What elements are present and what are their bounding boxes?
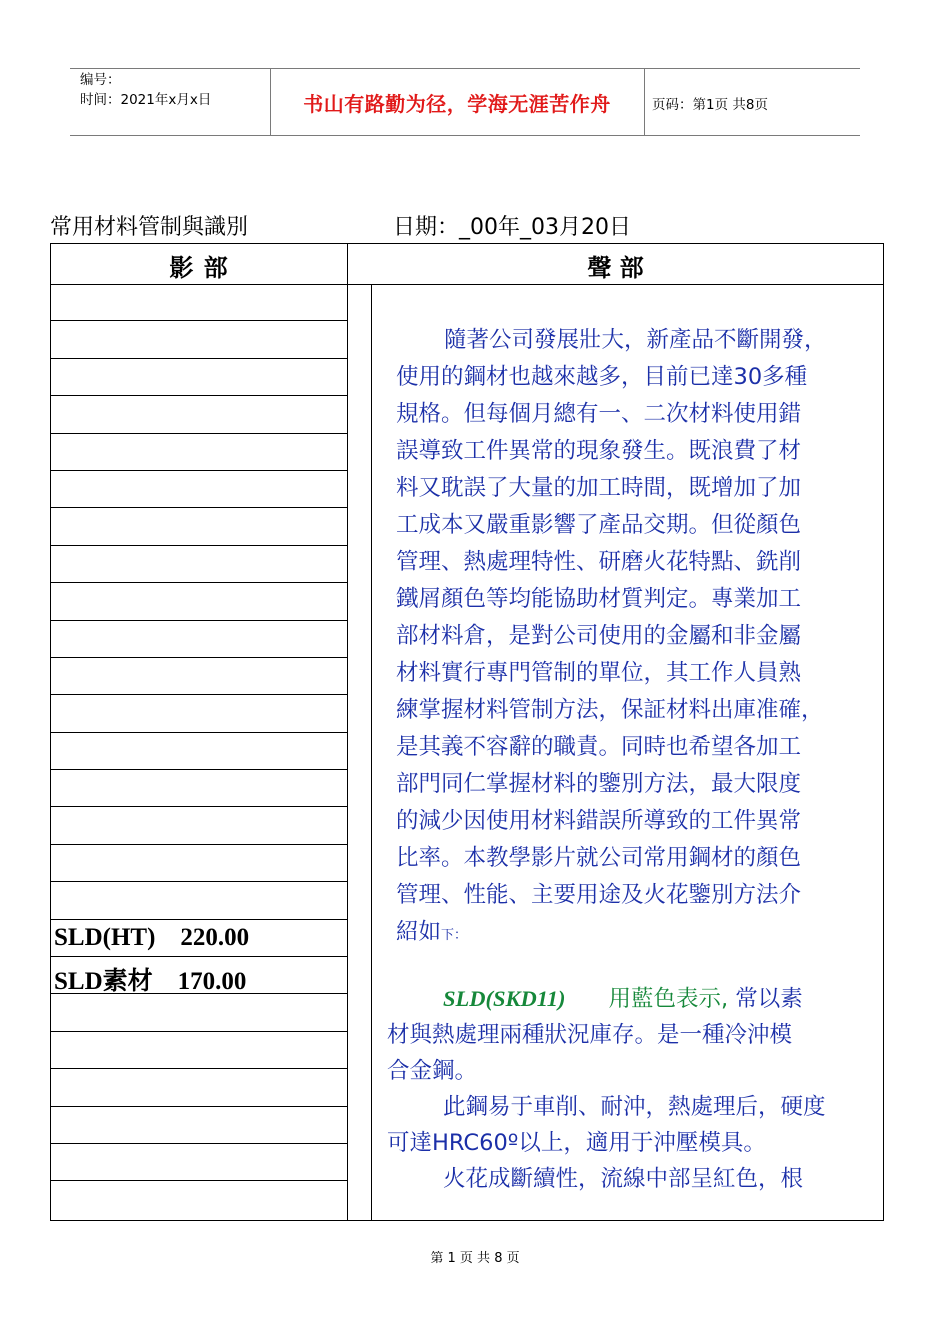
header-video-column: 影 部 xyxy=(169,253,229,282)
sld-line: 合金鋼。 xyxy=(387,1058,478,1084)
sld-line: 火花成斷續性，流線中部呈紅色，根 xyxy=(443,1166,804,1192)
intro-line: 練掌握材料管制方法，保証材料出庫准確， xyxy=(396,697,824,723)
table-row xyxy=(51,621,347,658)
intro-line xyxy=(396,914,861,954)
row-text: SLD(HT) 220.00 xyxy=(54,923,250,951)
intro-line: 隨著公司發展壯大，新產品不斷開發， xyxy=(444,327,827,353)
table-row xyxy=(51,920,347,957)
intro-line: 規格。但每個月總有一、二次材料使用錯 xyxy=(396,401,802,427)
header-meta xyxy=(80,70,211,110)
sld-line-text: 常以素 xyxy=(735,986,803,1012)
document-title: 常用材料管制與識別 xyxy=(50,215,249,240)
intro-line: 材料實行專門管制的單位，其工作人員熟 xyxy=(396,660,802,686)
table-row xyxy=(51,434,347,471)
table-row xyxy=(51,396,347,433)
row-text: SLD素材 170.00 xyxy=(54,968,247,996)
table-row xyxy=(51,845,347,882)
sld-line: 可達HRC60º以上，適用于沖壓模具。 xyxy=(387,1130,766,1156)
intro-line: 的減少因使用材料錯誤所導致的工件異常 xyxy=(396,808,802,834)
table-row xyxy=(51,994,347,1031)
table-row xyxy=(51,1144,347,1181)
table-row xyxy=(51,882,347,919)
table-row xyxy=(51,658,347,695)
sld-material-name: SLD(SKD11) xyxy=(443,986,566,1011)
header-time-label: 时间：2021年x月x日 xyxy=(80,92,212,108)
sld-color-note: 用藍色表示, xyxy=(608,986,729,1012)
intro-line: 部門同仁掌握材料的鑒別方法，最大限度 xyxy=(396,771,802,797)
sld-line xyxy=(387,981,862,1017)
column-divider-1 xyxy=(347,284,348,1220)
table-row xyxy=(51,546,347,583)
table-row xyxy=(51,1032,347,1069)
sld-line: 此鋼易于車削、耐沖，熱處理后，硬度 xyxy=(443,1094,826,1120)
table-row xyxy=(51,1069,347,1106)
header-motto: 书山有路勤为径，学海无涯苦作舟 xyxy=(303,92,611,116)
intro-line: 比率。本教學影片就公司常用鋼材的顏色 xyxy=(396,845,802,871)
intro-paragraph xyxy=(396,322,861,954)
table-row xyxy=(51,508,347,545)
intro-line-text: 紹如 xyxy=(396,919,442,945)
intro-line: 工成本又嚴重影響了產品交期。但從顏色 xyxy=(396,512,802,538)
table-row xyxy=(51,770,347,807)
page-footer: 第 1 页 共 8 页 xyxy=(430,1251,520,1266)
video-rows xyxy=(51,284,347,1219)
intro-line: 管理、熱處理特性、研磨火花特點、銑削 xyxy=(396,549,802,575)
table-row xyxy=(51,284,347,321)
intro-line: 是其義不容辭的職責。同時也希望各加工 xyxy=(396,734,802,760)
column-divider-2 xyxy=(371,284,372,1220)
header-top-rule xyxy=(70,68,860,69)
intro-line: 使用的鋼材也越來越多，目前已達30多種 xyxy=(396,364,808,390)
table-row xyxy=(51,807,347,844)
table-row xyxy=(51,583,347,620)
table-row xyxy=(51,733,347,770)
intro-line: 料又耽誤了大量的加工時間，既增加了加 xyxy=(396,475,802,501)
table-row xyxy=(51,957,347,994)
table-row xyxy=(51,1107,347,1144)
intro-tail: 下： xyxy=(441,928,468,943)
table-row xyxy=(51,471,347,508)
sld-paragraph xyxy=(387,981,862,1197)
header-audio-column: 聲 部 xyxy=(587,253,644,282)
intro-line: 鐵屑顏色等均能協助材質判定。專業加工 xyxy=(396,586,802,612)
table-row xyxy=(51,695,347,732)
sld-line: 材與熱處理兩種狀況庫存。是一種冷沖模 xyxy=(387,1022,793,1048)
intro-line: 誤導致工件異常的現象發生。既浪費了材 xyxy=(396,438,802,464)
document-date: 日期：_00年_03月20日 xyxy=(393,215,631,240)
table-header-row xyxy=(51,244,883,285)
table-row xyxy=(51,1181,347,1218)
header-divider-left xyxy=(270,69,271,136)
header-bottom-rule xyxy=(70,135,860,136)
table-row xyxy=(51,321,347,358)
header-page-info: 页码：第1页 共8页 xyxy=(652,97,768,113)
header-number-label: 编号： xyxy=(80,72,121,88)
intro-line: 管理、性能、主要用途及火花鑒別方法介 xyxy=(396,882,802,908)
header-divider-right xyxy=(644,69,645,136)
intro-line: 部材料倉，是對公司使用的金屬和非金屬 xyxy=(396,623,802,649)
table-row xyxy=(51,359,347,396)
